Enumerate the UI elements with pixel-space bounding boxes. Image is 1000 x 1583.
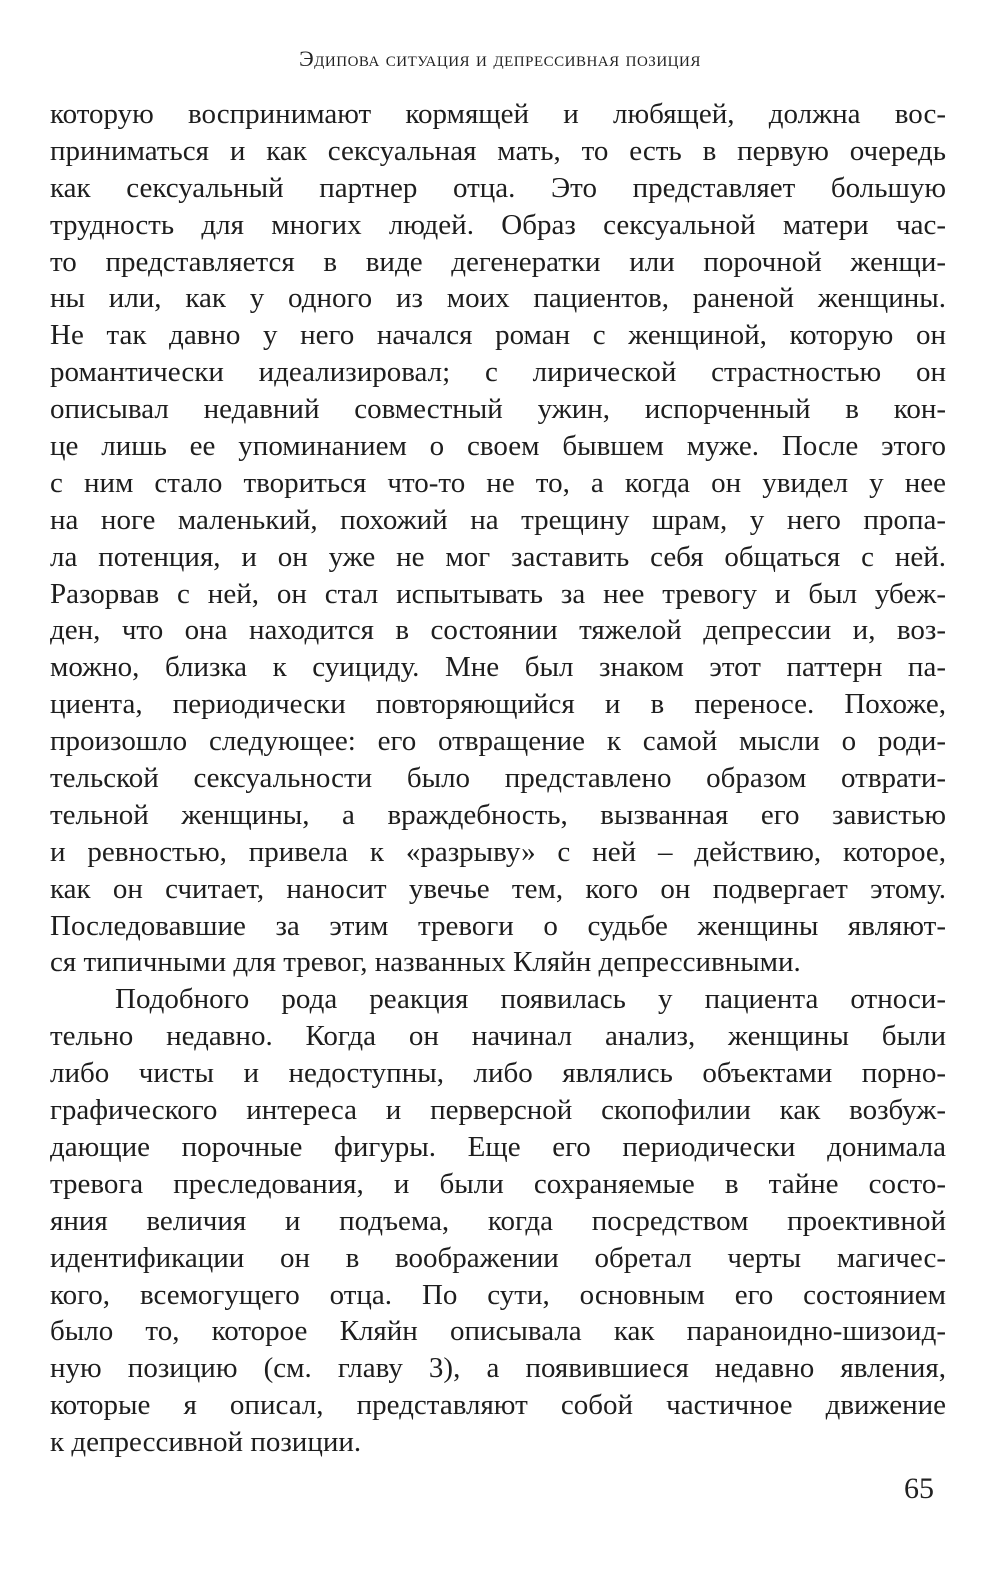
text-line: романтически идеализировал; с лирической страстностью он [50,356,946,389]
text-line: с ним стало твориться что-то не то, а когда он увидел у нее [50,466,946,499]
text-line: к депрессивной позиции. [50,1426,362,1459]
text-line: яния величия и подъема, когда посредством проективной [50,1204,946,1237]
text-line: было то, которое Кляйн описывала как параноидно-шизоид- [50,1315,946,1348]
text-line: то представляется в виде дегенератки или порочной женщи- [50,245,946,278]
text-line: приниматься и как сексуальная мать, то есть в первую очередь [50,134,946,167]
text-line: тельской сексуальности было представлено образом отврати- [50,762,946,795]
text-line: кого, всемогущего отца. По сути, основным его состоянием [50,1278,946,1311]
text-line: которые я описал, представляют собой частичное движение [50,1389,946,1422]
text-line: Разорвав с ней, он стал испытывать за нее тревогу и был убеж- [50,577,946,610]
text-line: дающие порочные фигуры. Еще его периодически донимала [50,1130,946,1163]
text-line: описывал недавний совместный ужин, испорченный в кон- [50,393,946,426]
text-line: Подобного рода реакция появилась у пациента относи- [115,983,946,1016]
text-line: це лишь ее упоминанием о своем бывшем муже. После этого [50,430,946,463]
text-line: Последовавшие за этим тревоги о судьбе женщины являют- [50,909,946,942]
text-line: как он считает, наносит увечье тем, кого он подвергает этому. [50,872,946,905]
text-line: графического интереса и перверсной скопофилии как возбуж- [50,1094,946,1127]
text-line: идентификации он в воображении обретал черты магичес- [50,1241,946,1274]
text-line: которую воспринимают кормящей и любящей, должна вос- [50,98,946,130]
text-line: ны или, как у одного из моих пациентов, раненой женщины. [50,282,946,315]
text-line: можно, близка к суициду. Мне был знаком этот паттерн па- [50,651,946,684]
text-line: трудность для многих людей. Образ сексуальной матери час- [50,208,946,241]
text-line: тельной женщины, а враждебность, вызванная его завистью [50,798,946,831]
text-line: и ревностью, привела к «разрыву» с ней – действию, которое, [50,835,946,868]
paragraph [50,981,946,1461]
text-line: произошло следующее: его отвращение к самой мысли о роди- [50,725,946,758]
text-line: на ноге маленький, похожий на трещину шрам, у него пропа- [50,503,946,536]
text-line: либо чисты и недоступны, либо являлись объектами порно- [50,1057,946,1090]
text-line: ную позицию (см. главу 3), а появившиеся недавно явления, [50,1352,946,1385]
text-line: ла потенция, и он уже не мог заставить себя общаться с ней. [50,540,946,573]
text-line: ся типичными для тревог, названных Кляйн депрессивными. [50,946,801,979]
text-line: тельно недавно. Когда он начинал анализ, женщины были [50,1020,946,1053]
text-line: циента, периодически повторяющийся и в переносе. Похоже, [50,688,946,721]
text-line: тревога преследования, и были сохраняемые в тайне состо- [50,1167,946,1200]
paragraph [50,96,946,981]
text-line: Не так давно у него начался роман с женщиной, которую он [50,319,946,352]
page-number: 65 [904,1472,934,1505]
text-line: ден, что она находится в состоянии тяжелой депрессии и, воз- [50,614,946,647]
text-line: как сексуальный партнер отца. Это представляет большую [50,171,946,204]
body-text [50,96,946,1461]
running-header: Эдипова ситуация и депрессивная позиция [299,46,701,71]
